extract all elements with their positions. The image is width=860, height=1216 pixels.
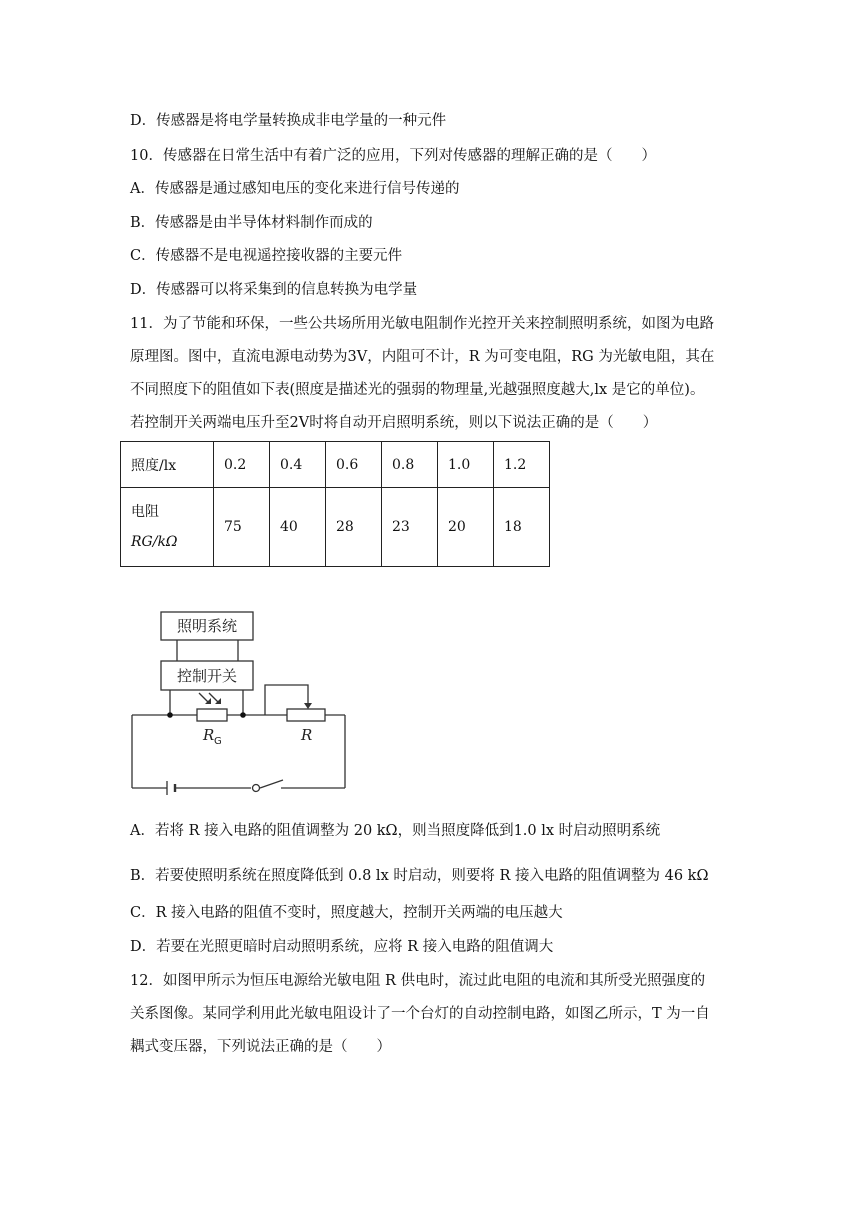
junction-dot	[167, 712, 173, 718]
junction-dot	[240, 712, 246, 718]
table-header-resistance	[121, 488, 214, 567]
q11-option-a: A．若将 R 接入电路的阻值调整为 20 kΩ，则当照度降低到1.0 lx 时启动照明系统	[130, 823, 661, 839]
control-switch-label: 控制开关	[176, 667, 238, 685]
switch-contact	[253, 785, 260, 792]
table-cell: 0.6	[326, 442, 382, 488]
table-cell: 75	[214, 488, 270, 567]
rg-subscript: G	[214, 736, 222, 747]
q11-stem-line-1: 11．为了节能和环保，一些公共场所用光敏电阻制作光控开关来控制照明系统，如图为电路	[130, 316, 714, 332]
q10-option-c: C．传感器不是电视遥控接收器的主要元件	[130, 248, 403, 264]
light-arrow-icon	[205, 698, 211, 704]
r-label: R	[301, 726, 313, 744]
light-arrow-icon	[215, 698, 221, 704]
q12-stem-line-3: 耦式变压器，下列说法正确的是（ ）	[130, 1039, 391, 1055]
table-cell: 0.8	[382, 442, 438, 488]
table-row-resistance	[121, 488, 550, 567]
q11-stem-line-2: 原理图。图中，直流电源电动势为3V，内阻可不计，R 为可变电阻，RG 为光敏电阻，其在	[130, 349, 715, 365]
q12-stem-line-2: 关系图像。某同学利用此光敏电阻设计了一个台灯的自动控制电路，如图乙所示，T 为一自	[130, 1006, 710, 1022]
q10-option-b: B．传感器是由半导体材料制作而成的	[130, 215, 373, 231]
table-header-illuminance: 照度/lx	[121, 442, 214, 488]
variable-resistor-r	[287, 709, 325, 721]
lighting-system-label: 照明系统	[176, 617, 238, 635]
q11-option-d: D．若要在光照更暗时启动照明系统，应将 R 接入电路的阻值调大	[130, 939, 554, 955]
photoresistor-rg	[197, 709, 227, 721]
table-header-resistance-line-2: RG/kΩ	[131, 534, 178, 550]
illuminance-resistance-table	[120, 441, 550, 567]
q10-option-a: A．传感器是通过感知电压的变化来进行信号传递的	[130, 181, 460, 197]
q11-option-b: B．若要使照明系统在照度降低到 0.8 lx 时启动，则要将 R 接入电路的阻值调整为 46 kΩ	[130, 868, 709, 884]
rg-label: R	[203, 726, 215, 744]
switch-blade	[260, 780, 283, 788]
table-cell: 1.2	[494, 442, 550, 488]
circuit-diagram	[125, 600, 355, 805]
table-cell: 23	[382, 488, 438, 567]
table-cell: 18	[494, 488, 550, 567]
table-cell: 28	[326, 488, 382, 567]
table-cell: 0.2	[214, 442, 270, 488]
table-cell: 1.0	[438, 442, 494, 488]
table-row-illuminance	[121, 442, 550, 488]
table-cell: 20	[438, 488, 494, 567]
q10-stem: 10．传感器在日常生活中有着广泛的应用，下列对传感器的理解正确的是（ ）	[130, 148, 656, 164]
q11-option-c: C．R 接入电路的阻值不变时，照度越大，控制开关两端的电压越大	[130, 905, 563, 921]
table-cell: 0.4	[270, 442, 326, 488]
table-cell: 40	[270, 488, 326, 567]
q11-stem-line-4: 若控制开关两端电压升至2V时将自动开启照明系统，则以下说法正确的是（ ）	[130, 415, 658, 431]
slider-arrow-icon	[304, 703, 312, 709]
q9-option-d: D．传感器是将电学量转换成非电学量的一种元件	[130, 113, 447, 129]
q12-stem-line-1: 12．如图甲所示为恒压电源给光敏电阻 R 供电时，流过此电阻的电流和其所受光照强度的	[130, 973, 706, 989]
q11-stem-line-3: 不同照度下的阻值如下表(照度是描述光的强弱的物理量,光越强照度越大,lx 是它的单位)。	[130, 382, 705, 398]
q10-option-d: D．传感器可以将采集到的信息转换为电学量	[130, 282, 418, 298]
table-header-resistance-line-1: 电阻	[131, 504, 159, 520]
